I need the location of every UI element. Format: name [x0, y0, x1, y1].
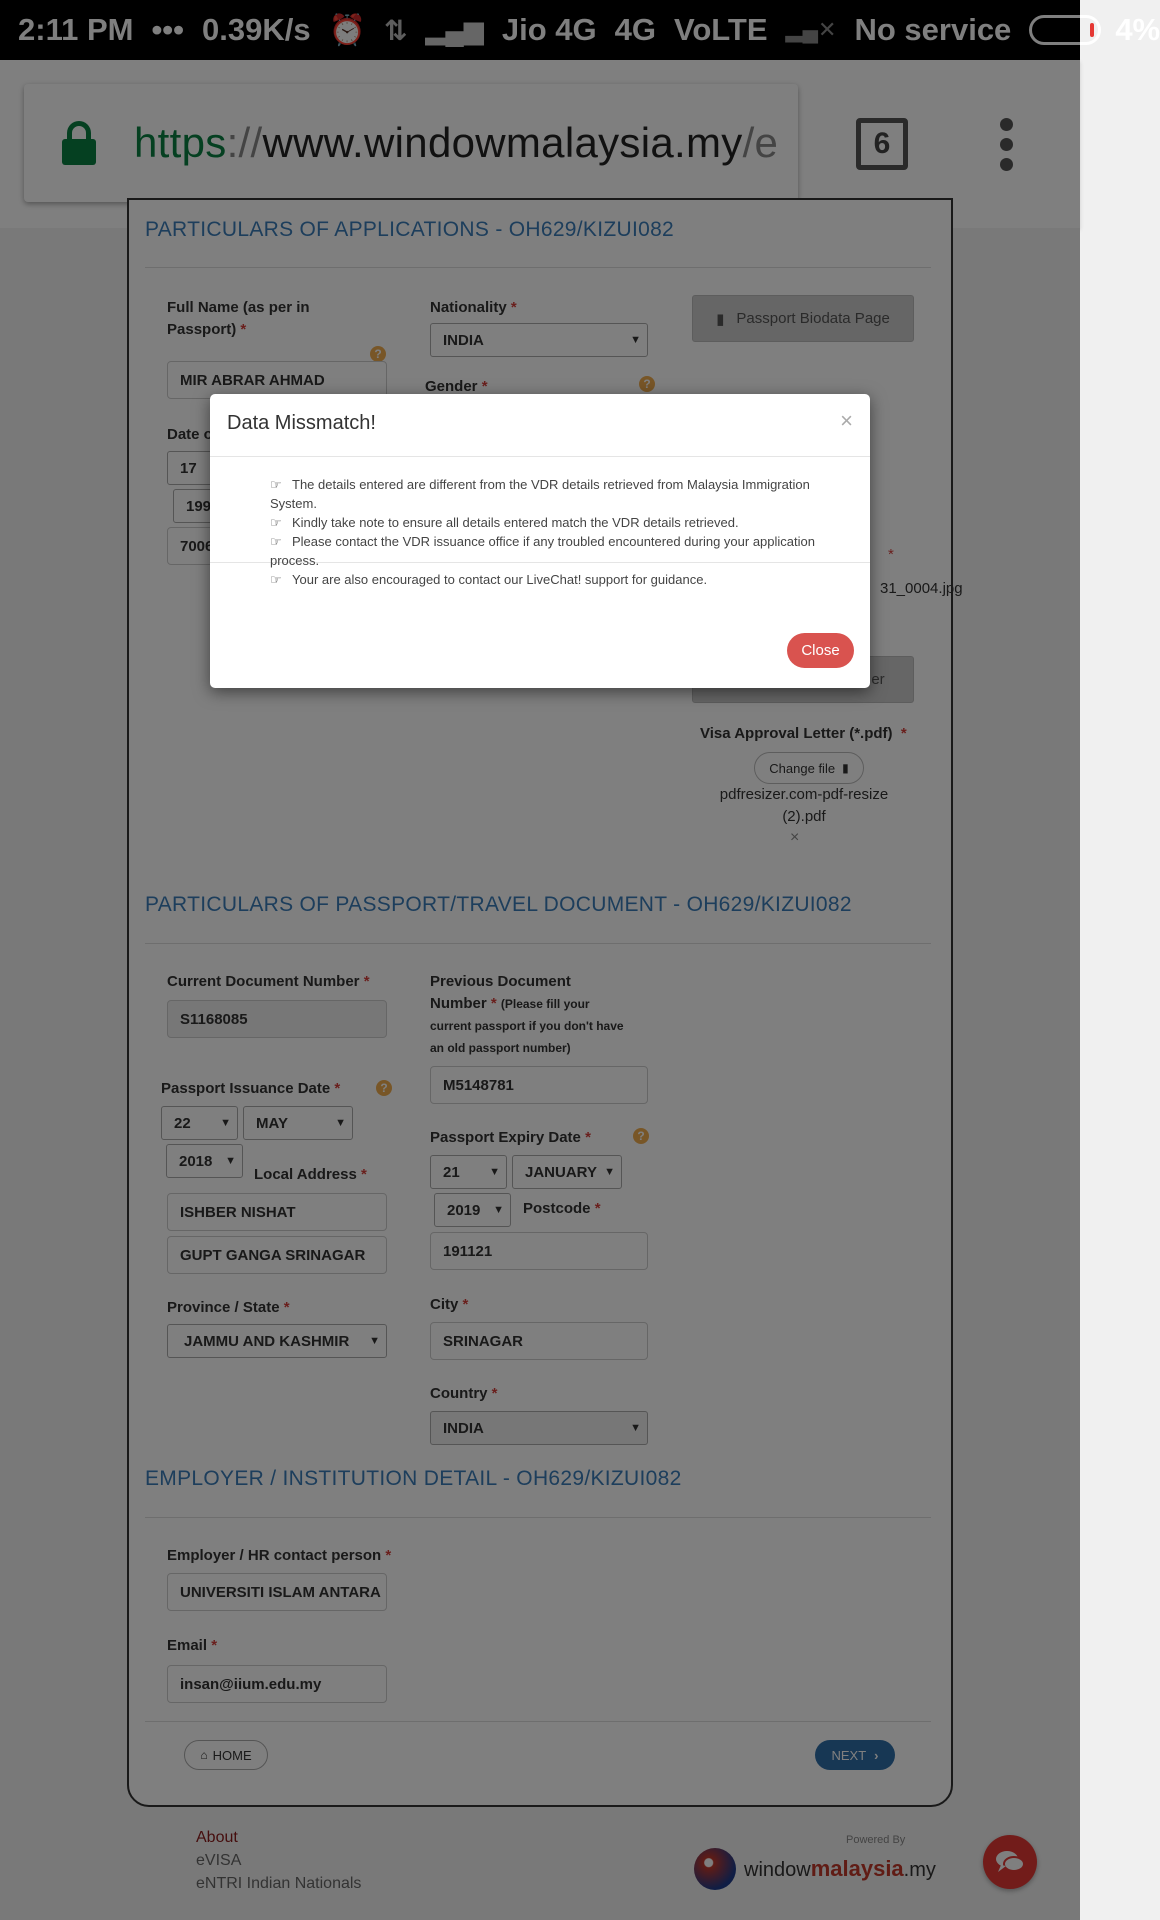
- hand-point-right-icon: ☞: [270, 515, 282, 530]
- message-item: ☞ Your are also encouraged to contact our LiveChat! support for guidance.: [270, 572, 708, 587]
- modal-header: [210, 394, 870, 457]
- modal-title: Data Missmatch!: [227, 412, 376, 434]
- close-icon[interactable]: ×: [840, 408, 853, 433]
- data-mismatch-dialog: [210, 394, 870, 688]
- message-item: ☞ The details entered are different from the VDR details retrieved from Malaysia Immigration System.: [270, 477, 810, 511]
- close-button[interactable]: Close: [787, 633, 854, 668]
- hand-point-right-icon: ☞: [270, 572, 282, 587]
- message-item: ☞ Please contact the VDR issuance office if any troubled encountered during your application process.: [270, 534, 815, 568]
- message-item: ☞ Kindly take note to ensure all details entered match the VDR details retrieved.: [270, 515, 739, 530]
- hand-point-right-icon: ☞: [270, 534, 282, 549]
- status-battery: 4%: [1115, 12, 1160, 47]
- modal-body: [210, 457, 870, 587]
- hand-point-right-icon: ☞: [270, 477, 282, 492]
